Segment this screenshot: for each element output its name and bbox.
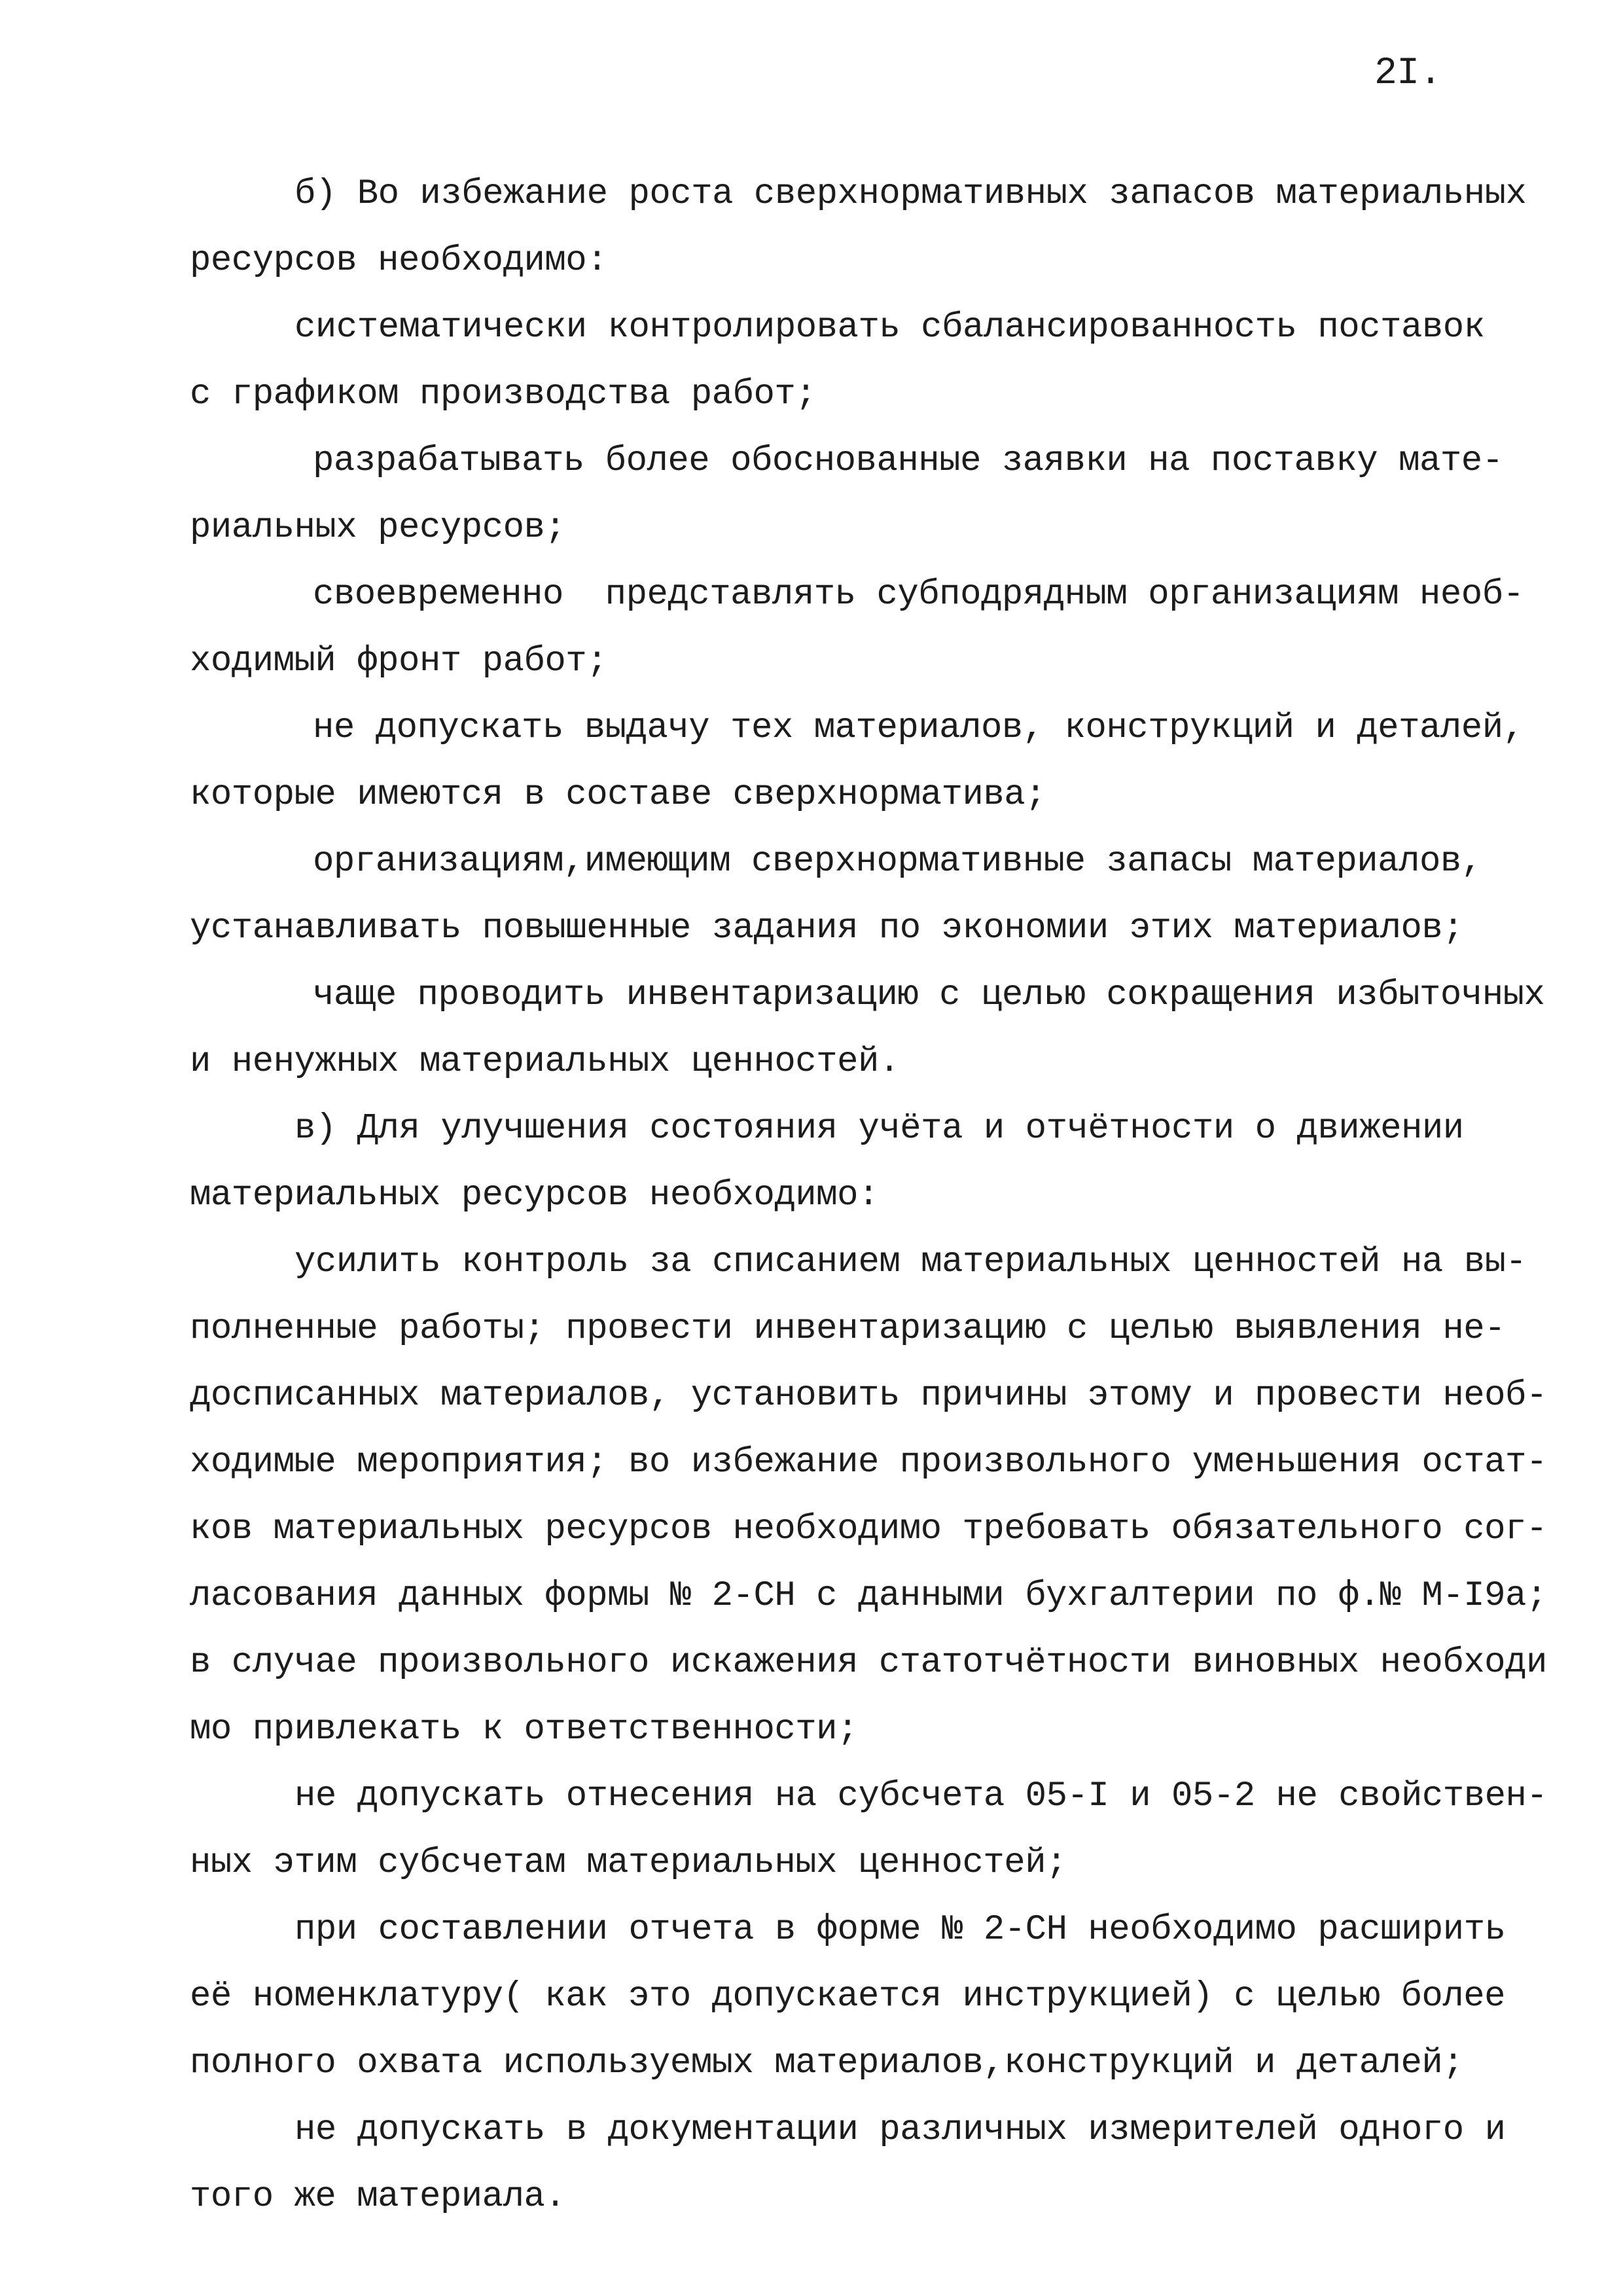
text-line: ходимые мероприятия; во избежание произвольного уменьшения остат- bbox=[190, 1443, 1547, 1482]
text-line: систематически контролировать сбалансированность поставок bbox=[294, 308, 1485, 348]
text-line: ных этим субсчетам материальных ценностей; bbox=[190, 1843, 1067, 1883]
text-line: разрабатывать более обоснованные заявки на поставку мате- bbox=[313, 441, 1503, 481]
text-line: не допускать в документации различных измерителей одного и bbox=[294, 2110, 1506, 2150]
text-line: риальных ресурсов; bbox=[190, 508, 566, 548]
text-line: в случае произвольного искажения статотчётности виновных необходи bbox=[190, 1643, 1547, 1683]
text-line: её номенклатуру( как это допускается инструкцией) с целью более bbox=[190, 1977, 1506, 2017]
text-line: своевременно представлять субподрядным организациям необ- bbox=[313, 575, 1524, 615]
text-line: б) Во избежание роста сверхнормативных запасов материальных bbox=[294, 174, 1527, 214]
text-line: при составлении отчета в форме № 2-СН необходимо расширить bbox=[294, 1910, 1506, 1950]
text-line: с графиком производства работ; bbox=[190, 374, 817, 414]
text-line: досписанных материалов, установить причины этому и провести необ- bbox=[190, 1376, 1547, 1416]
page-number: 2I. bbox=[1374, 52, 1442, 95]
text-line: ласования данных формы № 2-СН с данными бухгалтерии по ф.№ М-I9а; bbox=[190, 1576, 1547, 1616]
text-line: ресурсов необходимо: bbox=[190, 241, 608, 281]
text-line: того же материала. bbox=[190, 2177, 566, 2217]
text-line: чаще проводить инвентаризацию с целью сокращения избыточных bbox=[313, 975, 1545, 1015]
text-line: организациям,имеющим сверхнормативные запасы материалов, bbox=[313, 842, 1482, 882]
text-line: материальных ресурсов необходимо: bbox=[190, 1175, 879, 1215]
text-line: ходимый фронт работ; bbox=[190, 641, 608, 681]
text-line: полного охвата используемых материалов,конструкций и деталей; bbox=[190, 2043, 1464, 2083]
text-line: усилить контроль за списанием материальных ценностей на вы- bbox=[294, 1242, 1527, 1282]
text-line: не допускать отнесения на субсчета 05-I и 05-2 не свойствен- bbox=[294, 1776, 1548, 1816]
text-line: и ненужных материальных ценностей. bbox=[190, 1042, 900, 1082]
text-line: которые имеются в составе сверхнорматива; bbox=[190, 775, 1046, 815]
text-line: устанавливать повышенные задания по экономии этих материалов; bbox=[190, 908, 1464, 948]
text-line: не допускать выдачу тех материалов, конструкций и деталей, bbox=[313, 708, 1524, 748]
text-line: мо привлекать к ответственности; bbox=[190, 1710, 858, 1749]
text-line: в) Для улучшения состояния учёта и отчётности о движении bbox=[294, 1109, 1464, 1149]
text-line: полненные работы; провести инвентаризацию с целью выявления не- bbox=[190, 1309, 1506, 1349]
text-line: ков материальных ресурсов необходимо требовать обязательного сог- bbox=[190, 1509, 1547, 1549]
